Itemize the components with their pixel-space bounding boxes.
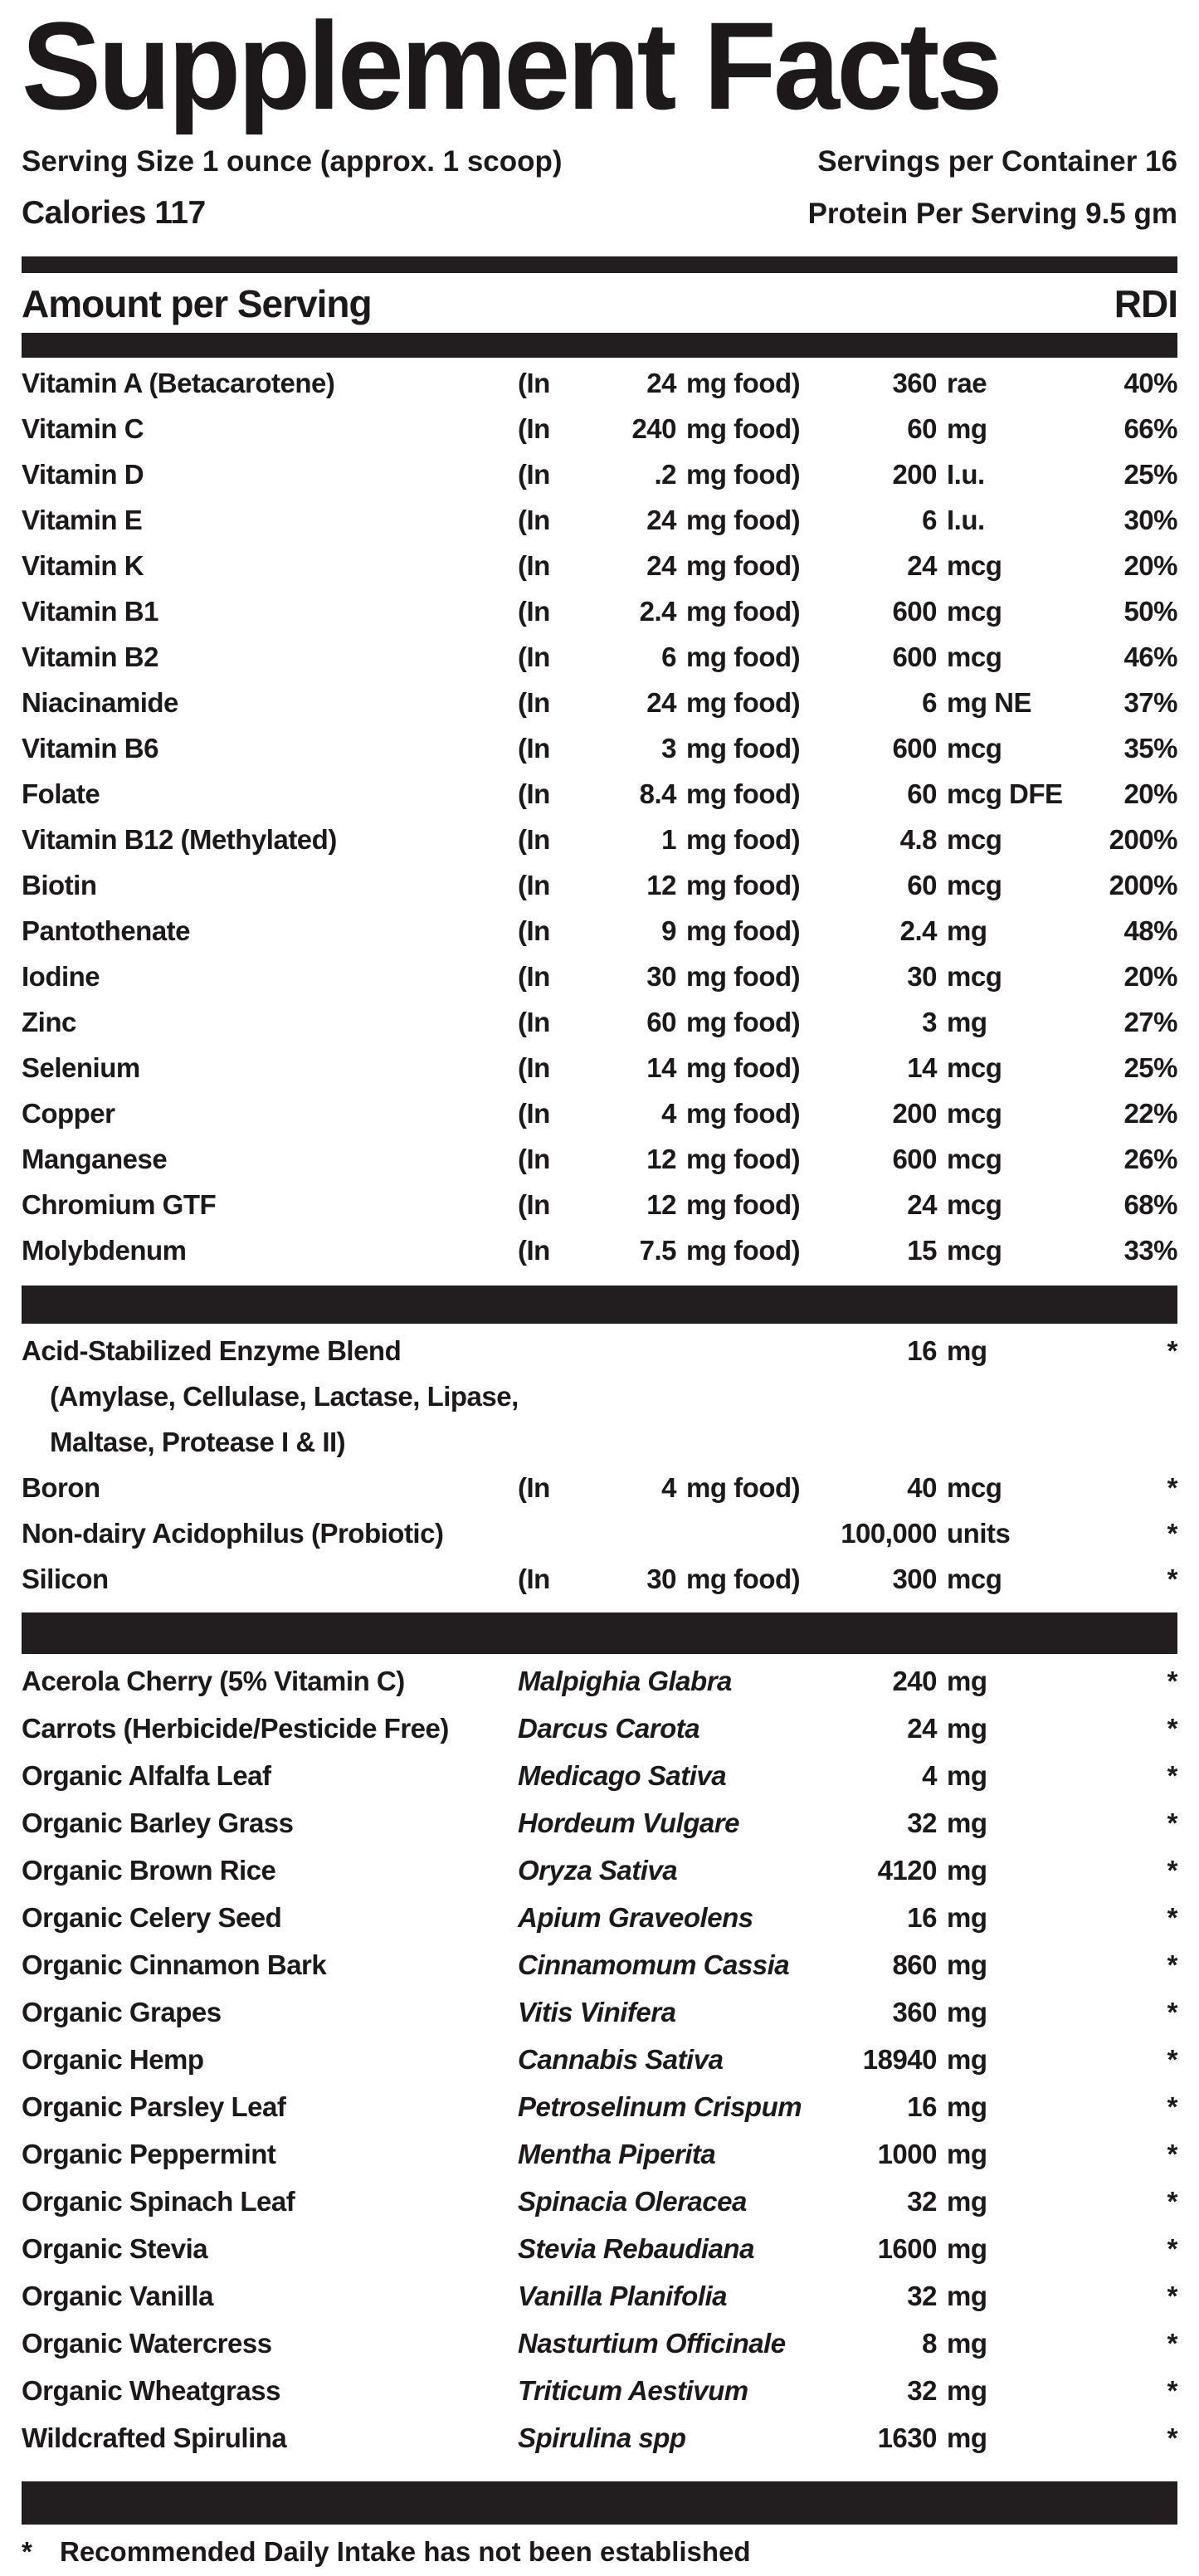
rdi-value: 46% (1123, 641, 1177, 672)
rdi-value: 33% (1123, 1234, 1177, 1266)
amount-cell: 30 mcg (907, 960, 1002, 992)
food-amount-cell: (In 14 mg food) (518, 1051, 801, 1083)
food-amount-cell: (In 24 mg food) (518, 504, 801, 535)
amount-cell: 32 mg (907, 2374, 987, 2406)
food-amount-cell: (In 30 mg food) (518, 960, 801, 992)
food-amount-cell: (In 24 mg food) (518, 549, 801, 581)
amount-cell: 4120 mg (877, 1854, 987, 1886)
food-amount-cell: (In 3 mg food) (518, 732, 801, 764)
latin-name: Mentha Piperita (518, 2138, 716, 2169)
table-row (22, 1052, 1177, 1098)
ingredient-name: Folate (22, 778, 100, 809)
amount-cell: 60 mcg (907, 869, 1002, 900)
amount-cell: 18940 mg (862, 2043, 987, 2075)
table-row (22, 1713, 1177, 1760)
amount-cell: 360 rae (892, 367, 987, 398)
rdi-value: 26% (1123, 1143, 1177, 1174)
rdi-value: * (1167, 1807, 1177, 1838)
table-row (22, 1808, 1177, 1855)
table-row (22, 2328, 1177, 2375)
rdi-value: 22% (1123, 1097, 1177, 1129)
table-row (22, 1949, 1177, 1997)
food-amount-cell: (In 4 mg food) (518, 1471, 801, 1503)
amount-cell: 6 mg NE (922, 686, 1032, 718)
amount-cell: 100,000 units (841, 1517, 1011, 1549)
amount-cell: 1000 mg (877, 2138, 987, 2169)
latin-name: Oryza Sativa (518, 1854, 678, 1886)
rdi-value: * (1167, 2138, 1177, 2169)
rdi-value: 35% (1123, 732, 1177, 764)
rdi-value: * (1167, 1563, 1177, 1594)
rdi-value: 200% (1109, 823, 1177, 855)
rdi-value: 25% (1123, 458, 1177, 490)
amount-cell: 32 mg (907, 2280, 987, 2311)
ingredient-name: Manganese (22, 1143, 168, 1174)
table-row (22, 687, 1177, 733)
rdi-value: 30% (1123, 504, 1177, 535)
amount-cell: 3 mg (922, 1006, 987, 1037)
table-row (22, 733, 1177, 778)
food-amount-cell: (In 24 mg food) (518, 367, 801, 398)
table-row (22, 1760, 1177, 1808)
rdi-value: * (1167, 1759, 1177, 1791)
food-amount-cell: (In 12 mg food) (518, 869, 801, 900)
table-row (22, 1518, 1177, 1564)
rdi-value: 20% (1123, 549, 1177, 581)
ingredient-name: Silicon (22, 1563, 109, 1594)
rdi-value: * (1167, 1949, 1177, 1980)
amount-per-serving-header: Amount per Serving (22, 281, 372, 325)
ingredient-name: Boron (22, 1471, 100, 1503)
table-row (22, 1902, 1177, 1949)
latin-name: Medicago Sativa (518, 1759, 727, 1791)
food-amount-cell: (In 7.5 mg food) (518, 1234, 801, 1266)
rdi-value: * (1167, 1996, 1177, 2027)
ingredient-name: Pantothenate (22, 915, 191, 946)
amount-cell: 1630 mg (877, 2422, 987, 2453)
ingredient-name: Organic Celery Seed (22, 1901, 282, 1933)
divider-bar (22, 333, 1177, 358)
ingredient-name: Vitamin A (Betacarotene) (22, 367, 335, 398)
ingredient-name: Vitamin B6 (22, 732, 158, 764)
rdi-value: 66% (1123, 412, 1177, 444)
table-row (22, 642, 1177, 687)
latin-name: Vitis Vinifera (518, 1996, 676, 2027)
latin-name: Vanilla Planifolia (518, 2280, 728, 2311)
table-row (22, 1564, 1177, 1609)
amount-cell: 4 mg (922, 1759, 987, 1791)
food-amount-cell: (In 12 mg food) (518, 1143, 801, 1174)
amount-cell: 32 mg (907, 1807, 987, 1838)
amount-cell: 15 mcg (907, 1234, 1002, 1266)
ingredient-name: Zinc (22, 1006, 76, 1037)
enzymes-minerals-section (22, 1335, 1177, 1609)
amount-cell: 600 mcg (892, 595, 1002, 627)
rdi-value: * (1167, 2232, 1177, 2264)
table-row (22, 2044, 1177, 2091)
rdi-value: 20% (1123, 960, 1177, 992)
food-amount-cell: (In 240 mg food) (518, 412, 801, 444)
ingredient-name: Vitamin C (22, 412, 144, 444)
botanicals-section (22, 1666, 1177, 2470)
table-row (22, 1335, 1177, 1381)
ingredient-name: Wildcrafted Spirulina (22, 2422, 287, 2453)
ingredient-name: Vitamin B1 (22, 595, 158, 627)
food-amount-cell: (In 4 mg food) (518, 1097, 801, 1129)
rdi-value: * (1167, 2327, 1177, 2359)
table-row (22, 2281, 1177, 2328)
table-row (22, 1427, 1177, 1472)
table-row (22, 870, 1177, 915)
ingredient-name: Acerola Cherry (5% Vitamin C) (22, 1665, 405, 1696)
ingredient-name: Organic Peppermint (22, 2138, 276, 2169)
amount-cell: 24 mcg (907, 549, 1002, 581)
food-amount-cell: (In 2.4 mg food) (518, 595, 801, 627)
ingredient-name: Copper (22, 1097, 115, 1129)
table-row (22, 915, 1177, 961)
amount-cell: 200 I.u. (892, 458, 985, 490)
ingredient-name: Organic Watercress (22, 2327, 272, 2359)
table-row (22, 2139, 1177, 2186)
rdi-value: * (1167, 2043, 1177, 2075)
amount-cell: 4.8 mcg (899, 823, 1002, 855)
amount-cell: 2.4 mg (899, 915, 987, 946)
amount-cell: 240 mg (892, 1665, 987, 1696)
ingredient-name: Organic Spinach Leaf (22, 2185, 295, 2217)
latin-name: Hordeum Vulgare (518, 1807, 739, 1838)
food-amount-cell: (In 60 mg food) (518, 1006, 801, 1037)
ingredient-name: Vitamin E (22, 504, 143, 535)
table-row (22, 1144, 1177, 1189)
ingredient-name: Organic Grapes (22, 1996, 222, 2027)
ingredient-name: Vitamin K (22, 549, 144, 581)
table-row (22, 2091, 1177, 2139)
rdi-value: 50% (1123, 595, 1177, 627)
ingredient-name: Vitamin B2 (22, 641, 158, 672)
food-amount-cell: (In 1 mg food) (518, 823, 801, 855)
ingredient-name: Organic Hemp (22, 2043, 204, 2075)
latin-name: Petroselinum Crispum (518, 2091, 802, 2122)
amount-cell: 60 mg (907, 412, 987, 444)
table-row (22, 459, 1177, 505)
table-row (22, 2233, 1177, 2281)
serving-info-row (22, 145, 1177, 178)
ingredient-name: Niacinamide (22, 686, 178, 718)
table-row (22, 505, 1177, 550)
rdi-value: 40% (1123, 367, 1177, 398)
latin-name: Darcus Carota (518, 1712, 700, 1744)
ingredient-name: Organic Parsley Leaf (22, 2091, 286, 2122)
ingredient-name: Organic Cinnamon Bark (22, 1949, 327, 1980)
food-amount-cell: (In 9 mg food) (518, 915, 801, 946)
table-row (22, 596, 1177, 642)
food-amount-cell: (In .2 mg food) (518, 458, 801, 490)
food-amount-cell: (In 6 mg food) (518, 641, 801, 672)
amount-cell: 14 mcg (907, 1051, 1002, 1083)
amount-cell: 300 mcg (892, 1563, 1002, 1594)
footnote-row (22, 2536, 1177, 2568)
rdi-value: * (1167, 1712, 1177, 1744)
ingredient-name: Organic Wheatgrass (22, 2374, 280, 2406)
table-row (22, 1098, 1177, 1144)
table-row (22, 1381, 1177, 1427)
calories-label: Calories 117 (22, 194, 206, 231)
table-row (22, 2186, 1177, 2233)
table-header-row (22, 273, 1177, 333)
rdi-value: 25% (1123, 1051, 1177, 1083)
amount-cell: 16 mg (907, 1901, 987, 1933)
ingredient-name: Organic Stevia (22, 2232, 208, 2264)
serving-size-label: Serving Size 1 ounce (approx. 1 scoop) (22, 144, 563, 178)
footnote-asterisk: * (22, 2535, 32, 2567)
table-row (22, 961, 1177, 1007)
ingredient-name: Vitamin B12 (Methylated) (22, 823, 337, 855)
amount-cell: 600 mcg (892, 641, 1002, 672)
rdi-value: 48% (1123, 915, 1177, 946)
rdi-value: * (1167, 2422, 1177, 2453)
divider-bar (22, 1612, 1177, 1654)
ingredient-name: Selenium (22, 1051, 140, 1083)
ingredient-name: Molybdenum (22, 1234, 187, 1266)
ingredient-name: (Amylase, Cellulase, Lactase, Lipase, (50, 1380, 519, 1412)
amount-cell: 24 mcg (907, 1188, 1002, 1220)
page-title: Supplement Facts (22, 0, 1000, 135)
rdi-value: * (1167, 1517, 1177, 1549)
table-row (22, 1189, 1177, 1235)
amount-cell: 60 mcg DFE (907, 778, 1063, 809)
ingredient-name: Iodine (22, 960, 100, 992)
ingredient-name: Vitamin D (22, 458, 144, 490)
amount-cell: 16 mg (907, 1334, 987, 1366)
table-row (22, 550, 1177, 596)
amount-cell: 40 mcg (907, 1471, 1002, 1503)
amount-cell: 8 mg (922, 2327, 987, 2359)
table-row (22, 1666, 1177, 1713)
food-amount-cell: (In 24 mg food) (518, 686, 801, 718)
amount-cell: 360 mg (892, 1996, 987, 2027)
table-row (22, 778, 1177, 824)
amount-cell: 600 mcg (892, 1143, 1002, 1174)
rdi-value: * (1167, 1334, 1177, 1366)
food-amount-cell: (In 8.4 mg food) (518, 778, 801, 809)
amount-cell: 860 mg (892, 1949, 987, 1980)
ingredient-name: Chromium GTF (22, 1188, 217, 1220)
divider-bar (22, 256, 1177, 273)
ingredient-name: Maltase, Protease I & II) (50, 1426, 346, 1457)
rdi-value: * (1167, 2185, 1177, 2217)
amount-cell: 1600 mg (877, 2232, 987, 2264)
ingredient-name: Organic Alfalfa Leaf (22, 1759, 271, 1791)
table-row (22, 1472, 1177, 1518)
table-row (22, 1007, 1177, 1052)
ingredient-name: Non-dairy Acidophilus (Probiotic) (22, 1517, 444, 1549)
latin-name: Apium Graveolens (518, 1901, 753, 1933)
rdi-value: * (1167, 1854, 1177, 1886)
table-row (22, 413, 1177, 459)
food-amount-cell: (In 12 mg food) (518, 1188, 801, 1220)
rdi-value: 200% (1109, 869, 1177, 900)
divider-bar (22, 2481, 1177, 2525)
vitamins-section (22, 368, 1177, 1281)
amount-cell: 16 mg (907, 2091, 987, 2122)
latin-name: Triticum Aestivum (518, 2374, 748, 2406)
ingredient-name: Biotin (22, 869, 97, 900)
latin-name: Cannabis Sativa (518, 2043, 724, 2075)
ingredient-name: Organic Barley Grass (22, 1807, 294, 1838)
table-row (22, 2375, 1177, 2422)
calories-info-row (22, 195, 1177, 232)
amount-cell: 32 mg (907, 2185, 987, 2217)
rdi-value: 68% (1123, 1188, 1177, 1220)
rdi-value: * (1167, 2280, 1177, 2311)
rdi-value: 37% (1123, 686, 1177, 718)
ingredient-name: Carrots (Herbicide/Pesticide Free) (22, 1712, 449, 1744)
rdi-value: * (1167, 2374, 1177, 2406)
latin-name: Stevia Rebaudiana (518, 2232, 754, 2264)
rdi-value: 20% (1123, 778, 1177, 809)
rdi-value: * (1167, 1665, 1177, 1696)
latin-name: Malpighia Glabra (518, 1665, 732, 1696)
latin-name: Spinacia Oleracea (518, 2185, 747, 2217)
latin-name: Spirulina spp (518, 2422, 686, 2453)
latin-name: Cinnamomum Cassia (518, 1949, 790, 1980)
servings-per-container-label: Servings per Container 16 (817, 144, 1177, 178)
rdi-value: * (1167, 2091, 1177, 2122)
ingredient-name: Acid-Stabilized Enzyme Blend (22, 1334, 402, 1366)
table-row (22, 368, 1177, 413)
table-row (22, 2422, 1177, 2470)
rdi-value: * (1167, 1901, 1177, 1933)
table-row (22, 1235, 1177, 1281)
protein-per-serving-label: Protein Per Serving 9.5 gm (807, 197, 1177, 230)
amount-cell: 6 I.u. (922, 504, 985, 535)
divider-bar (22, 1286, 1177, 1324)
food-amount-cell: (In 30 mg food) (518, 1563, 801, 1594)
amount-cell: 600 mcg (892, 732, 1002, 764)
table-row (22, 1855, 1177, 1902)
table-row (22, 824, 1177, 870)
ingredient-name: Organic Vanilla (22, 2280, 213, 2311)
ingredient-name: Organic Brown Rice (22, 1854, 276, 1886)
rdi-value: * (1167, 1471, 1177, 1503)
rdi-header: RDI (1114, 281, 1177, 325)
amount-cell: 200 mcg (892, 1097, 1002, 1129)
rdi-value: 27% (1123, 1006, 1177, 1037)
latin-name: Nasturtium Officinale (518, 2327, 786, 2359)
table-row (22, 1997, 1177, 2044)
footnote-text: Recommended Daily Intake has not been established (60, 2535, 751, 2567)
amount-cell: 24 mg (907, 1712, 987, 1744)
